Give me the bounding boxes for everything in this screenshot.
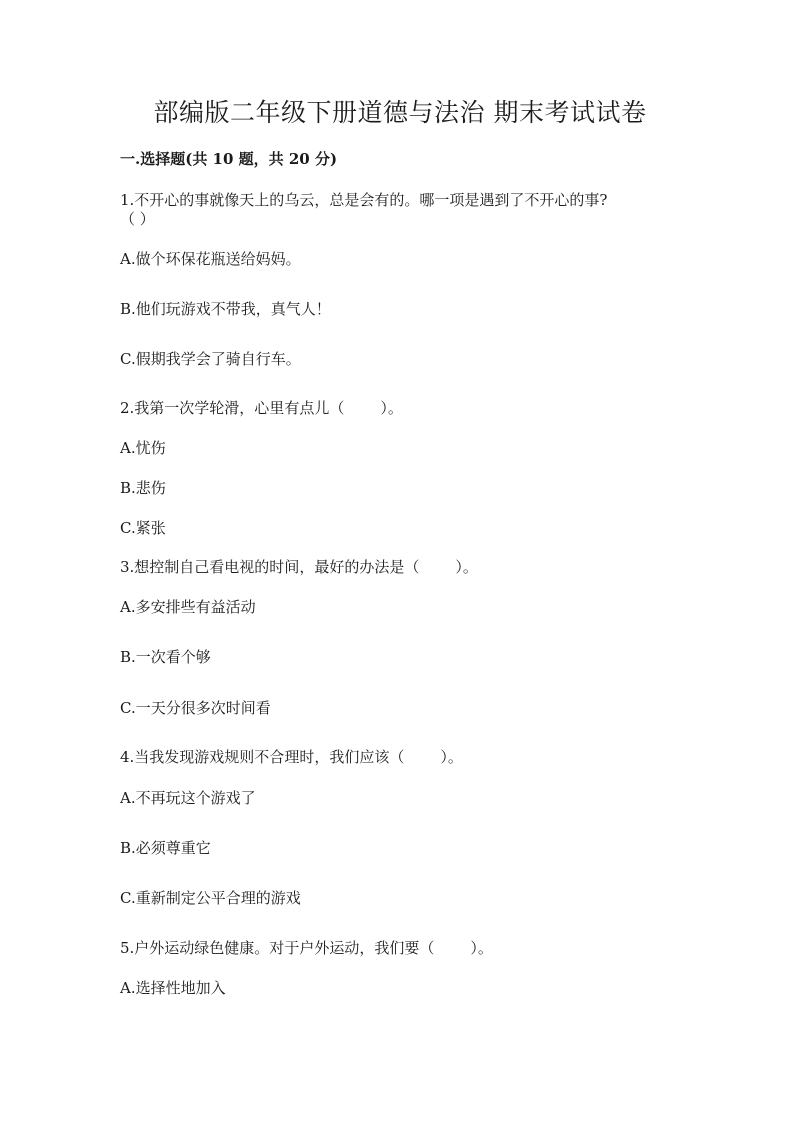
question-4-stem-end: ）。	[440, 748, 463, 766]
question-5-option-a: A.选择性地加入	[120, 979, 226, 997]
question-1-stem: 1.不开心的事就像天上的乌云，总是会有的。哪一项是遇到了不开心的事?	[120, 191, 608, 209]
question-3-stem	[120, 556, 690, 578]
question-2-option-a: A.忧伤	[120, 439, 166, 457]
question-3-stem-end: ）。	[455, 558, 478, 576]
question-4-stem-start: 4.当我发现游戏规则不合理时，我们应该（	[120, 748, 405, 766]
question-2-option-b: B.悲伤	[120, 479, 166, 497]
question-2-stem-start: 2.我第一次学轮滑，心里有点儿（	[120, 399, 345, 417]
page-title: 部编版二年级下册道德与法治 期末考试试卷	[153, 98, 647, 127]
question-1-option-c: C.假期我学会了骑自行车。	[120, 350, 301, 368]
question-5-stem	[120, 937, 690, 959]
question-1-stem-continued: （ ）	[120, 210, 155, 228]
question-3-option-c: C.一天分很多次时间看	[120, 699, 271, 717]
question-2-stem-end: ）。	[380, 399, 403, 417]
question-5-stem-start: 5.户外运动绿色健康。对于户外运动，我们要（	[120, 939, 435, 957]
question-4-option-c: C.重新制定公平合理的游戏	[120, 889, 301, 907]
section-heading: 一.选择题(共 10 题，共 20 分)	[120, 150, 338, 168]
question-4-option-a: A.不再玩这个游戏了	[120, 789, 256, 807]
question-1-option-a: A.做个环保花瓶送给妈妈。	[120, 250, 301, 268]
question-1-option-b: B.他们玩游戏不带我，真气人！	[120, 300, 331, 318]
question-3-option-a: A.多安排些有益活动	[120, 598, 256, 616]
question-3-option-b: B.一次看个够	[120, 648, 211, 666]
question-3-stem-start: 3.想控制自己看电视的时间，最好的办法是（	[120, 558, 420, 576]
question-4-option-b: B.必须尊重它	[120, 839, 211, 857]
question-4-stem	[120, 746, 690, 768]
question-5-stem-end: ）。	[470, 939, 493, 957]
question-2-stem	[120, 397, 690, 419]
question-2-option-c: C.紧张	[120, 519, 166, 537]
